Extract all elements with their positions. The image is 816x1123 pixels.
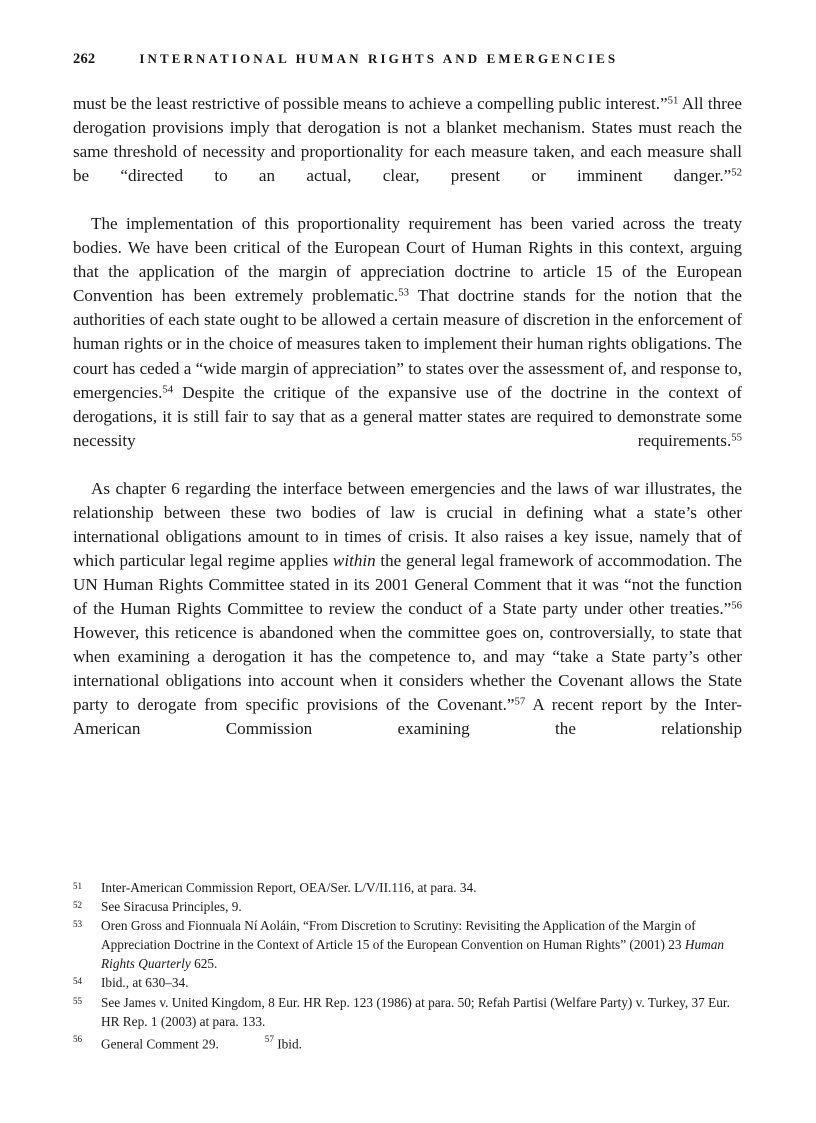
footnote-text: General Comment 29. (101, 1036, 219, 1052)
body-text-block (73, 92, 742, 765)
footnote-entry (73, 897, 742, 916)
footnote-text: Inter-American Commission Report, OEA/Ser. L/V/II.116, at para. 34. (101, 880, 477, 895)
footnote-text: See James v. United Kingdom, 8 Eur. HR Rep. 123 (1986) at para. 50; Refah Partisi (Welfare Party) v. Turkey, 37 Eur. HR Rep. 1 (2003) at para. 133. (101, 994, 730, 1029)
running-head-title: INTERNATIONAL HUMAN RIGHTS AND EMERGENCIES (139, 51, 619, 66)
body-paragraph: As chapter 6 regarding the interface between emergencies and the laws of war illustrates, the relationship between these two bodies of law is crucial in defining what a state’s other international obligations amount to in times of crisis. It also raises a key issue, namely that of which particular legal regime applies within the general legal framework of accommodation. The UN Human Rights Committee stated in its 2001 General Comment that it was “not the function of the Human Rights Committee to review the conduct of a State party under other treaties.”$^{56}$ However, this reticence is abandoned when the committee goes on, controversially, to state that when examining a derogation it has the competence to, and may “take a State party’s other international obligations into account when it considers whether the Covenant allows the State party to derogate from specific provisions of the Covenant.”$^{57}$ A recent report by the Inter-American Commission examining the relationship (73, 478, 742, 739)
emphasis-text: Human Rights Quarterly (101, 937, 724, 972)
footnote-marker[interactable]: 54 (162, 382, 174, 395)
page-number: 262 (73, 51, 96, 67)
footnote-entry (73, 993, 742, 1031)
body-paragraph: must be the least restrictive of possible means to achieve a compelling public interest.”$^{51}$ All three derogation provisions imply that derogation is not a blanket mechanism. States must reach the same threshold of necessity and proportionality for each measure taken, and each measure shall be “directed to an actual, clear, present or imminent danger.”$^{52}$ (73, 94, 742, 186)
footnote-number: 57 (264, 1034, 274, 1045)
running-head (73, 50, 741, 70)
footnote-number: 51 (73, 881, 83, 891)
footnote-entry (73, 916, 742, 973)
footnote-marker[interactable]: 56 (731, 599, 742, 612)
body-paragraph: The implementation of this proportionality requirement has been varied across the treaty bodies. We have been critical of the European Court of Human Rights in this context, arguing that the application of the margin of appreciation doctrine to article 15 of the European Convention has been extremely problematic.$^{53}$ That doctrine stands for the notion that the authorities of each state ought to be allowed a certain measure of discretion in the enforcement of human rights or in the choice of measures taken to implement their human rights obligations. The court has ceded a “wide margin of appreciation” to states over the assessment of, and response to, emergencies.$^{54}$ Despite the critique of the expansive use of the doctrine in the context of derogations, it is still fair to say that as a general matter states are required to demonstrate some necessity requirements.$^{55}$ (73, 214, 742, 450)
footnote-text: See Siracusa Principles, 9. (101, 899, 242, 915)
footnote-number: 55 (73, 995, 83, 1006)
footnote-entry (73, 878, 742, 897)
footnote-marker[interactable]: 52 (731, 166, 742, 179)
footnote-text: Ibid. (273, 1036, 302, 1052)
footnote-marker[interactable]: 53 (398, 286, 409, 299)
footnote-marker[interactable]: 55 (731, 431, 742, 444)
footnote-number: 54 (73, 976, 83, 987)
footnote-number: 53 (73, 919, 83, 930)
footnote-number: 56 (73, 1033, 83, 1044)
footnote-marker[interactable]: 57 (514, 695, 526, 708)
footnotes-block (73, 878, 742, 1053)
footnote-marker[interactable]: 51 (667, 94, 679, 107)
footnote-entry (73, 973, 742, 992)
footnote-text: Oren Gross and Fionnuala Ní Aoláin, “From Discretion to Scrutiny: Revisiting the Application of the Margin of Appreciation Doctrine in the Context of Article 15 of the European Convention on Human Rights” (2001) 23 Human Rights Quarterly 625. (101, 918, 724, 972)
emphasis-text: within (332, 550, 376, 570)
footnote-text: Ibid., at 630–34. (101, 975, 189, 991)
footnote-number: 52 (73, 900, 83, 911)
footnote-entry (73, 1031, 742, 1054)
